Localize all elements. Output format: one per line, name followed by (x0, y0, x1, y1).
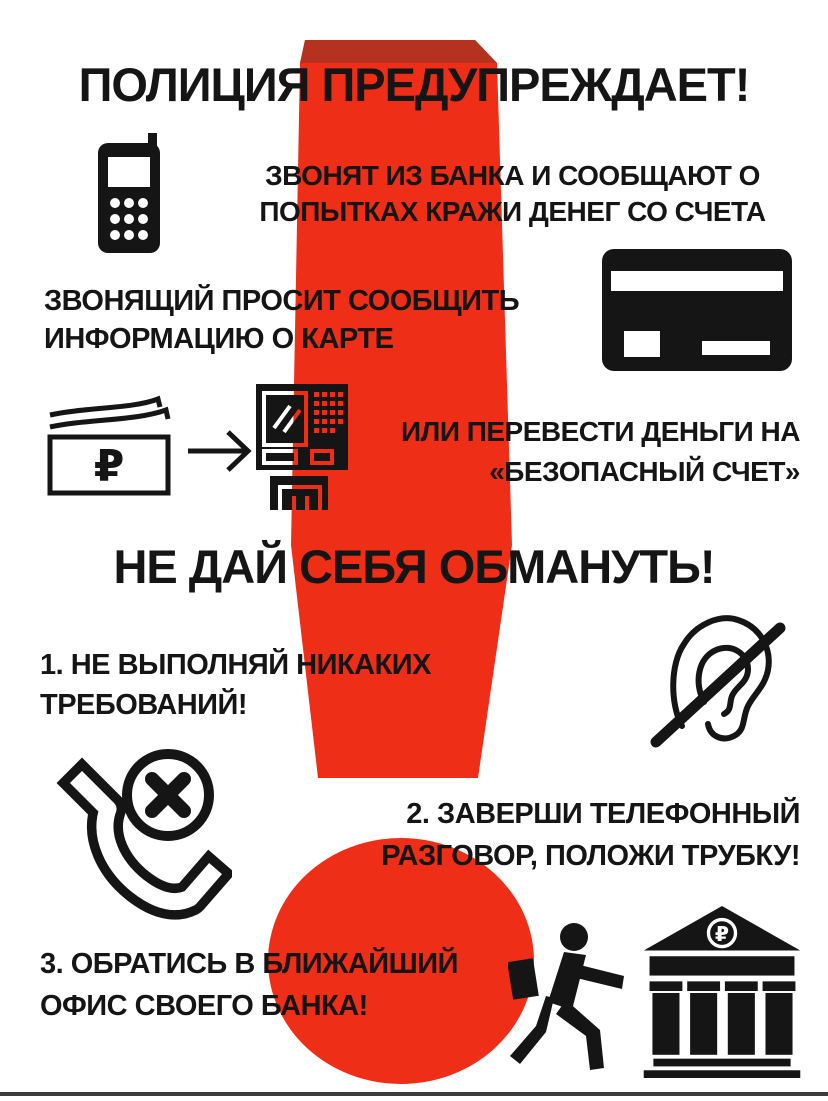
ruble-sign: ₽ (714, 923, 730, 946)
mobile-phone-icon (92, 133, 166, 253)
crossed-ear-icon (648, 606, 792, 748)
bottom-border-line (0, 1092, 828, 1096)
warning-block-3-text (360, 412, 800, 492)
advice-line: РАЗГОВОР, ПОЛОЖИ ТРУБКУ! (381, 840, 800, 872)
bank-building-icon (638, 906, 806, 1078)
poster-title: ПОЛИЦИЯ ПРЕДУПРЕЖДАЕТ! (78, 58, 750, 111)
advice-block-3-text (40, 943, 458, 1027)
advice-line: 1. НЕ ВЫПОЛНЯЙ НИКАКИХ (40, 649, 431, 681)
warning-line: ЗВОНЯТ ИЗ БАНКА И СООБЩАЮТ О (265, 160, 760, 191)
advice-block-2-text (300, 793, 800, 877)
warning-line: ПОПЫТКАХ КРАЖИ ДЕНЕГ СО СЧЕТА (259, 196, 766, 227)
advice-line: ОФИС СВОЕГО БАНКА! (40, 990, 368, 1022)
advice-line: 3. ОБРАТИСЬ В БЛИЖАЙШИЙ (40, 948, 458, 980)
warning-line: ЗВОНЯЩИЙ ПРОСИТ СООБЩИТЬ (44, 285, 520, 317)
ruble-sign: ₽ (93, 442, 125, 491)
phone-hangup-x-icon (40, 745, 232, 925)
advice-line: 2. ЗАВЕРШИ ТЕЛЕФОННЫЙ (406, 798, 800, 830)
advice-block-1-text (40, 645, 431, 725)
walking-person-icon (508, 922, 630, 1072)
money-notes-icon (46, 393, 176, 497)
warning-line: ИНФОРМАЦИЮ О КАРТЕ (44, 323, 394, 355)
credit-card-icon (602, 249, 792, 371)
warning-block-2-text (44, 282, 519, 358)
advice-line: ТРЕБОВАНИЙ! (40, 689, 248, 721)
poster-subtitle: НЕ ДАЙ СЕБЯ ОБМАНУТЬ! (113, 540, 715, 593)
atm-icon (256, 384, 348, 510)
warning-line: ИЛИ ПЕРЕВЕСТИ ДЕНЬГИ НА (401, 416, 800, 447)
warning-block-1-text (215, 158, 810, 230)
arrow-right-icon (188, 424, 254, 478)
warning-line: «БЕЗОПАСНЫЙ СЧЕТ» (489, 456, 800, 487)
